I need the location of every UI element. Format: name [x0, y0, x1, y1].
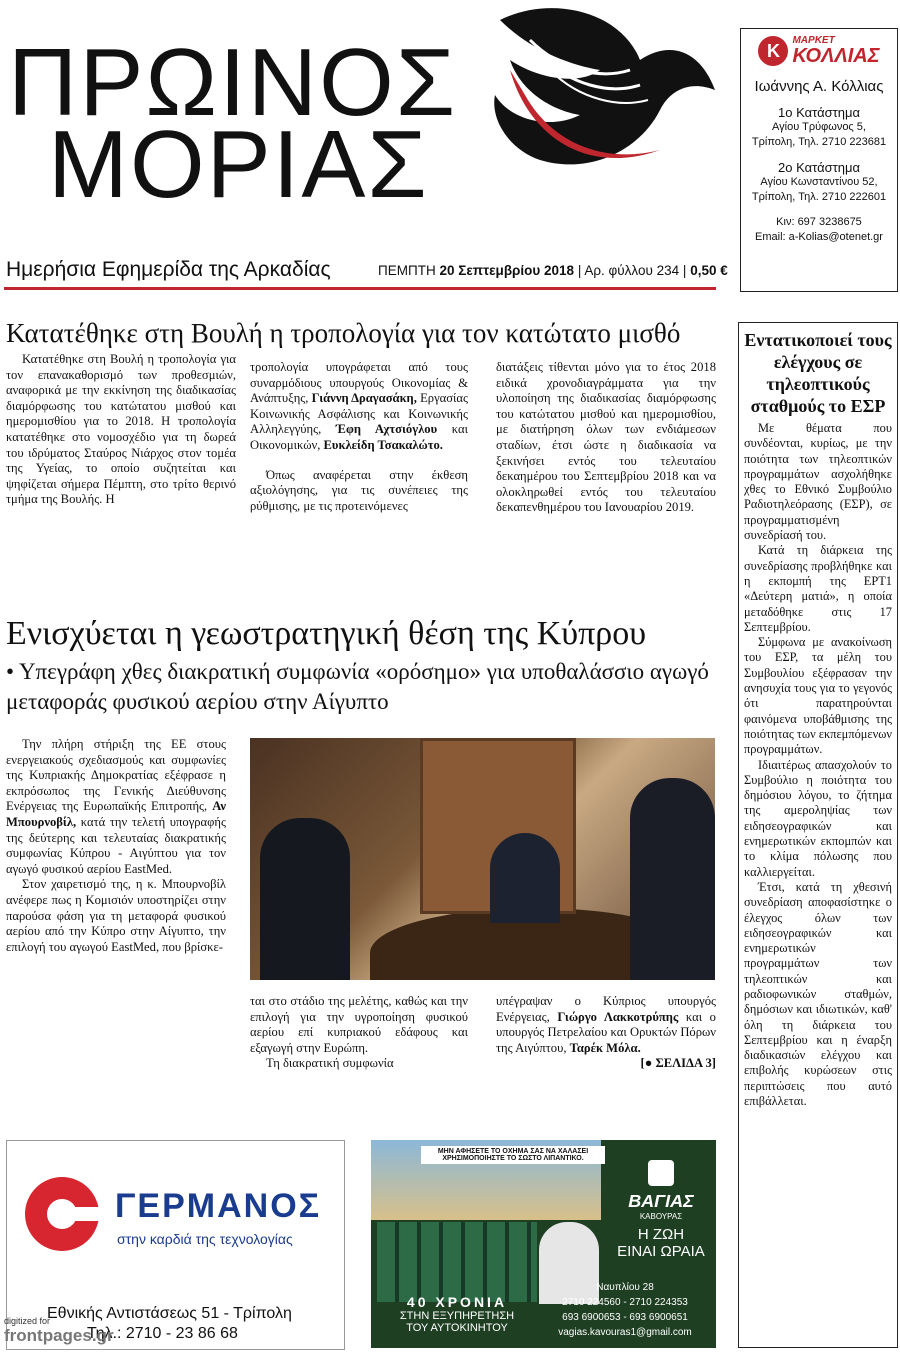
article1-col1 — [6, 352, 236, 508]
kollias-store1-city: Τρίπολη, Τηλ. 2710 223681 — [751, 136, 887, 148]
issue-sep2: | — [682, 263, 687, 278]
vagias-slogan-line1: Η ΖΩΗ — [637, 1226, 685, 1243]
vagias-brand-block — [611, 1160, 711, 1221]
vagias-slogan — [611, 1226, 711, 1260]
kollias-logo — [741, 35, 897, 66]
issue-day: ΠΕΜΠΤΗ — [378, 263, 436, 278]
masthead-rule — [4, 287, 716, 290]
issue-sheet: Αρ. φύλλου 234 — [584, 263, 680, 278]
kollias-mobile: Κιν: 697 3238675 — [776, 216, 862, 228]
germanos-tagline: στην καρδιά της τεχνολογίας — [117, 1231, 293, 1247]
article1-col3-text: διατάξεις τίθενται μόνο για το έτος 2018 ειδικά χρονοδιαγράμματα για την υλοποίηση της διαδικασίας διαμόρφωσης του κατώτατου μισθού και ημερομισθίου, με διατήρηση όλων των ενδιάμεσων σταδίων, έτσι ώστε η διαδικασία να ξεκινήσει εντός του τελευταίου δεκαημέρου του Σεπτεμβρίου 2018 και να ολοκληρωθεί εντός του τελευταίου δεκαπενθημέρου του Ιανουαρίου 2019. — [496, 360, 716, 515]
article1-col2-text-b: Εργασίας Κοινωνικής Ασφάλισης και Κοινωνικής Αλληλεγγύης, — [250, 391, 468, 437]
kollias-store1-addr: Αγίου Τρύφωνος 5, — [772, 121, 866, 133]
vagias-address: Ναυπλίου 28 — [596, 1282, 654, 1293]
article2-col3-text-a: υπέγραψαν ο Κύπριος υπουργός Ενέργειας, — [496, 994, 716, 1024]
article2-name3: Ταρέκ Μόλα. — [569, 1040, 641, 1055]
vagias-brand-sub: ΚΑΒΟΥΡΑΣ — [639, 1212, 683, 1221]
kollias-email: Email: a-Kolias@otenet.gr — [755, 231, 883, 243]
masthead-title-line1: ΠΡΩΙΝΟΣ — [8, 29, 458, 136]
vagias-products — [377, 1222, 537, 1302]
vagias-bubble-text: ΜΗΝ ΑΦΗΣΕΤΕ ΤΟ ΟΧΗΜΑ ΣΑΣ ΝΑ ΧΑΛΑΣΕΙ — [437, 1148, 589, 1155]
sidebar-para5: Έτσι, κατά τη χθεσινή συνεδρίαση αποφασίστηκε ο έλεγχος όλων των ειδησεογραφικών και ενημερωτικών προγραμμάτων των τηλεοπτικών και ραδιοφωνικών σταθμών, δημόσιων και ιδιωτικών, καθ' όλη τη διάρκεια του Σεπτεμβρίου και η έναρξη διαδικασιών ελέγχου και επιβολής κυρώσεων στις περιπτώσεις που αυτό επιβάλλεται. — [744, 879, 892, 1109]
article2-col1-text-a: Την πλήρη στήριξη της ΕΕ στους ενεργειακούς σχεδιασμούς και συμφωνίες της Κυπριακής Δημοκρατίας εξέφρασε η εκπρόσωπος της Γενικής Διεύθυνσης Ενέργειας της Ευρωπαϊκής Επιτροπής, — [6, 737, 226, 814]
article2-col3 — [496, 994, 716, 1072]
vagias-mobiles: 693 6900653 - 693 6900651 — [562, 1312, 688, 1323]
article1-name3: Ευκλείδη Τσακαλώτο. — [323, 437, 443, 452]
article1-name1: Γιάννη Δραγασάκη, — [311, 391, 417, 406]
article1-col2-text-a: τροπολογία υπογράφεται από τους συναρμόδιους υπουργούς Οικονομίας & Ανάπτυξης, — [250, 360, 468, 406]
vagias-brand: ΒΑΓΙΑΣ — [628, 1191, 694, 1211]
kollias-brand-small: ΜΑΡΚΕΤ — [792, 35, 835, 46]
vagias-service1: ΣΤΗΝ ΕΞΥΠΗΡΕΤΗΣΗ — [399, 1310, 515, 1322]
photo-person-left — [260, 818, 350, 980]
photo-person-right — [630, 778, 715, 980]
article2-col3-text-b: και ο υπουργός Πετρελαίου και Ορυκτών Πόρων της Αιγύπτου, — [496, 1009, 716, 1055]
watermark-site: frontpages.gr — [4, 1326, 114, 1345]
sidebar-para3: Σύμφωνα με ανακοίνωση του ΕΣΡ, τα μέλη του Συμβουλίου εξέφρασαν την ανησυχία τους για το γεγονός ότι παρατηρούνται φαινόμενα υποβάθμισης της ποιότητας των εκπεμπόμενων προγραμμάτων. — [744, 635, 892, 757]
article2-col1 — [6, 737, 226, 955]
germanos-brand: ΓΕΡΜΑΝΟΣ — [115, 1187, 322, 1225]
article2-col1-text-b: κατά την τελετή υπογραφής της δεύτερης και τελευταίας διακρατικής συμφωνίας Κύπρου - Αιγύπτου για τον αγωγό φυσικού αερίου EastMed. — [6, 814, 226, 876]
article2-col3-para1 — [496, 994, 716, 1071]
vagias-slogan-line2: ΕΙΝΑΙ ΩΡΑΙΑ — [617, 1243, 705, 1260]
article1-col2-para1 — [250, 360, 468, 454]
meeting-photo — [250, 738, 715, 980]
kollias-ad — [740, 28, 898, 292]
sidebar-headline: Εντατικοποιεί τους ελέγχους σε τηλεοπτικούς σταθμούς το ΕΣΡ — [744, 330, 892, 416]
vagias-service2: ΤΟΥ ΑΥΤΟΚΙΝΗΤΟΥ — [406, 1322, 508, 1334]
vagias-ad — [371, 1140, 716, 1348]
article2-col2-para1: ται στο στάδιο της μελέτης, καθώς και την επιλογή για την υγροποίηση φυσικού αερίου επί κυπριακού εδάφους και εξαγωγή στην Ευρώπη. — [250, 994, 468, 1055]
vagias-bubble — [421, 1146, 605, 1164]
vagias-contact — [539, 1280, 711, 1340]
vagias-years: 40 ΧΡΟΝΙΑ — [406, 1294, 508, 1310]
masthead-title-line2: ΜΟΡΙΑΣ — [48, 111, 429, 218]
kollias-store2-city: Τρίπολη, Τηλ. 2710 222601 — [751, 191, 887, 203]
article2-name2: Γιώργο Λακκοτρύπης — [557, 1009, 679, 1024]
article1-col2-para2: Όπως αναφέρεται στην έκθεση αξιολόγησης, για τις συνέπειες της ρύθμισης, με τις προτεινόμενες — [250, 467, 468, 513]
vagias-years-block — [377, 1294, 537, 1334]
article2-deck: • Υπεγράφη χθες διακρατική συμφωνία «ορόσημο» για υποθαλάσσιο αγωγό μεταφοράς φυσικού αερίου στην Αίγυπτο — [6, 659, 709, 714]
sidebar-body — [744, 421, 892, 1109]
dove-logo-icon — [470, 0, 720, 200]
watermark-small: digitized for — [4, 1316, 51, 1326]
germanos-logo-icon — [25, 1177, 99, 1251]
sidebar-para4: Ιδιαιτέρως απασχολούν το Συμβούλιο η ποιότητα του δημόσιου λόγου, το ζήτημα της αμεροληψίας των ειδησεογραφικών και ενημερωτικών εκπομπών και το κλίμα πόλωσης που καλλιεργείται. — [744, 757, 892, 879]
article1-headline: Κατατέθηκε στη Βουλή η τροπολογία για τον κατώτατο μισθό — [6, 318, 681, 348]
article1-col1-text: Κατατέθηκε στη Βουλή η τροπολογία για τον επανακαθορισμό των προθεσμιών, αναφορικά με την εκκίνηση της διαδικασίας διαμόρφωσης του κατώτατου μισθού και ημερομισθίου για το 2018. Η τροπολογία κατατέθηκε στο νομοσχέδιο για τη δωρεά του ιδρύματος Σταύρος Νιάρχος στον τομέα της Υγείας, το οποίο συζητείται και ψηφίζεται σήμερα Πέμπτη, στο τρίτο θερινό τμήμα της Βουλής. Η — [6, 352, 236, 507]
masthead-title — [8, 29, 458, 218]
article1-col2-text-c: και Οικονομικών, — [250, 422, 468, 452]
issue-date: 20 Σεπτεμβρίου 2018 — [439, 263, 575, 278]
article1-name2: Έφη Αχτσιόγλου — [335, 422, 438, 437]
sidebar-para1: Με θέματα που συνδέονται, κυρίως, με την ποιότητα των τηλεοπτικών προγραμμάτων ασχολήθηκε χθες το Εθνικό Συμβούλιο Ραδιοτηλεόρασης (ΕΣΡ), σε προγραμματισμένη συνεδρίασή του. — [744, 421, 892, 543]
issue-price: 0,50 € — [690, 263, 728, 278]
vagias-logo-icon — [648, 1160, 674, 1186]
vagias-phones: 2710 224560 - 2710 224353 — [562, 1297, 688, 1308]
article2-col1-para2: Στον χαιρετισμό της, η κ. Μπουρνοβίλ ανέφερε πως η Κομισιόν υποστηρίζει στην παρούσα φάση για τη μεταφορά φυσικού αερίου από την Κύπρο στην Αίγυπτο, την επιλογή του αγωγού EastMed, που βρίσκε- — [6, 877, 226, 954]
germanos-phone: Τηλ.: 2710 - 23 86 68 — [87, 1325, 238, 1342]
germanos-address: Εθνικής Αντιστάσεως 51 - Τρίπολη — [47, 1305, 292, 1322]
sidebar-para2: Κατά τη διάρκεια της συνεδρίασης προβλήθηκε και η εκπομπή της ΕΡΤ1 «Δεύτερη ματιά», η οποία μεταδόθηκε στις 17 Σεπτεμβρίου. — [744, 543, 892, 634]
article1-col3 — [496, 360, 716, 516]
vagias-email: vagias.kavouras1@gmail.com — [558, 1327, 692, 1338]
article2-col2-para2: Τη διακρατική συμφωνία — [266, 1056, 394, 1071]
watermark — [4, 1316, 114, 1346]
article2-col1-para1 — [6, 737, 226, 877]
kollias-brand: ΚΟΛΛΙΑΣ — [792, 45, 880, 67]
article2-page-ref: [● ΣΕΛΙΔΑ 3] — [640, 1056, 716, 1071]
kollias-store2-title: 2ο Κατάστημα — [778, 160, 860, 175]
masthead-subtitle: Ημερήσια Εφημερίδα της Αρκαδίας — [6, 258, 331, 281]
kollias-store1-title: 1ο Κατάστημα — [778, 105, 860, 120]
sidebar-article — [738, 322, 898, 1348]
photo-person-center — [490, 833, 560, 923]
article1-col2 — [250, 360, 468, 514]
kollias-owner: Ιωάννης Α. Κόλλιας — [754, 78, 884, 95]
issue-info — [378, 263, 728, 278]
issue-sep1: | — [577, 263, 582, 278]
kollias-store2-addr: Αγίου Κωνσταντίνου 52, — [760, 176, 878, 188]
article2-headline: Ενισχύεται η γεωστρατηγική θέση της Κύπρου — [6, 615, 647, 652]
vagias-bubble-text2: ΧΡΗΣΙΜΟΠΟΙΗΣΤΕ ΤΟ ΣΩΣΤΟ ΛΙΠΑΝΤΙΚΟ. — [442, 1155, 584, 1162]
article2-col2 — [250, 994, 468, 1072]
article2-name1: Αν Μπουρνοβίλ, — [6, 799, 226, 829]
kollias-logo-icon: K — [758, 36, 788, 66]
